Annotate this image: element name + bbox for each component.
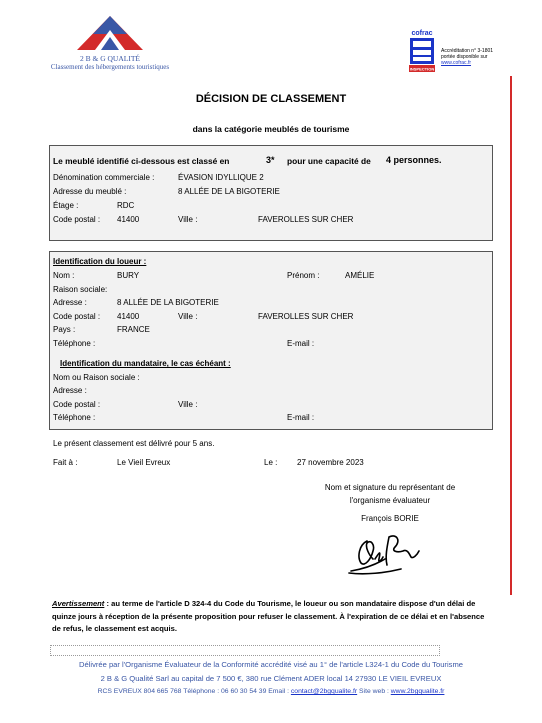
- denomination-label: Dénomination commerciale :: [53, 173, 155, 182]
- loueur-prenom-value: AMÉLIE: [345, 271, 375, 280]
- footer-site-label: Site web :: [357, 688, 391, 695]
- cofrac-brand: cofrac: [411, 30, 433, 37]
- dotted-separator: [50, 645, 440, 656]
- company-logo-icon: [75, 14, 145, 52]
- fait-value: Le Vieil Evreux: [117, 458, 171, 467]
- mandataire-telephone-label: Téléphone :: [53, 413, 96, 422]
- mandataire-nom-label: Nom ou Raison sociale :: [53, 373, 140, 382]
- footer-site-link[interactable]: www.2bgqualite.fr: [390, 688, 445, 695]
- footer-line1: Délivrée par l'Organisme Évaluateur de la Conformité accrédité visé au 1° de l'article L324-1 du Code du Tourisme: [79, 660, 463, 669]
- footer-email-link[interactable]: contact@2bgqualite.fr: [290, 688, 358, 695]
- document-title: DÉCISION DE CLASSEMENT: [195, 93, 347, 105]
- fait-label: Fait à :: [53, 458, 78, 467]
- ville-value: FAVEROLLES SUR CHER: [258, 215, 354, 224]
- logo-tagline: Classement des hébergements touristiques: [50, 63, 170, 71]
- handwritten-signature-icon: [345, 529, 425, 577]
- document-subtitle: dans la catégorie meublés de tourisme: [192, 124, 350, 134]
- capacity-label: pour une capacité de: [287, 156, 371, 166]
- cofrac-logo-icon: [409, 28, 435, 72]
- denomination-value: ÉVASION IDYLLIQUE 2: [178, 173, 264, 182]
- mandataire-heading: Identification du mandataire, le cas échéant :: [60, 359, 231, 368]
- loueur-pays-label: Pays :: [53, 325, 76, 334]
- capacity-value: 4 personnes.: [386, 155, 442, 165]
- mandataire-ville-label: Ville :: [178, 400, 198, 409]
- code-postal-label: Code postal :: [53, 215, 101, 224]
- etage-value: RDC: [117, 201, 135, 210]
- margin-rule: [510, 76, 512, 595]
- loueur-email-label: E-mail :: [287, 339, 315, 348]
- classement-intro: Le meublé identifié ci-dessous est classé en: [53, 156, 230, 166]
- warning-paragraph: [52, 598, 492, 636]
- signatory-name: François BORIE: [361, 514, 419, 523]
- mandataire-email-label: E-mail :: [287, 413, 315, 422]
- loueur-ville-label: Ville :: [178, 312, 198, 321]
- loueur-adresse-value: 8 ALLÉE DE LA BIGOTERIE: [117, 298, 219, 307]
- loueur-ville-value: FAVEROLLES SUR CHER: [258, 312, 354, 321]
- loueur-pays-value: FRANCE: [117, 325, 150, 334]
- warning-label: Avertissement: [52, 599, 105, 608]
- classement-stars: 3*: [266, 155, 275, 165]
- logo-name: 2 B & G QUALITÉ: [80, 54, 140, 63]
- accreditation-number: Accréditation n° 3-1801: [441, 48, 494, 54]
- date-value: 27 novembre 2023: [297, 458, 364, 467]
- identification-box: [49, 251, 493, 430]
- footer-rcs: RCS EVREUX 804 665 768 Téléphone : 06 60 30 54 39 Email :: [97, 688, 291, 695]
- signature-caption-line2: l'organisme évaluateur: [349, 496, 431, 505]
- cofrac-sub: INSPECTION: [409, 66, 435, 72]
- mandataire-adresse-label: Adresse :: [53, 386, 87, 395]
- ville-label: Ville :: [178, 215, 198, 224]
- footer-line2: 2 B & G Qualité Sarl au capital de 7 500 €, 380 rue Clément ADER local 14 27930 LE VIEIL EVREUX: [100, 674, 442, 683]
- loueur-telephone-label: Téléphone :: [53, 339, 96, 348]
- adresse-meuble-value: 8 ALLÉE DE LA BIGOTERIE: [178, 187, 280, 196]
- signature-caption-line1: Nom et signature du représentant de: [324, 483, 456, 492]
- loueur-heading: Identification du loueur :: [53, 257, 147, 266]
- loueur-code-postal-value: 41400: [117, 312, 140, 321]
- validity-text: Le présent classement est délivré pour 5 ans.: [53, 439, 215, 448]
- warning-text: : au terme de l'article D 324-4 du Code du Tourisme, le loueur ou son mandataire dispose d'un délai de quinze jours à réception de la présente proposition pour refuser le classement. À l'expiration de ce délai et en l'absence de refus, le classement est acquis.: [52, 599, 485, 633]
- etage-label: Étage :: [53, 201, 79, 210]
- loueur-nom-label: Nom :: [53, 271, 75, 280]
- code-postal-value: 41400: [117, 215, 140, 224]
- loueur-code-postal-label: Code postal :: [53, 312, 101, 321]
- date-label: Le :: [264, 458, 278, 467]
- loueur-nom-value: BURY: [117, 271, 140, 280]
- adresse-meuble-label: Adresse du meublé :: [53, 187, 127, 196]
- loueur-raison-label: Raison sociale:: [53, 285, 108, 294]
- loueur-prenom-label: Prénom :: [287, 271, 320, 280]
- footer-line3: [0, 688, 542, 695]
- loueur-adresse-label: Adresse :: [53, 298, 87, 307]
- mandataire-code-postal-label: Code postal :: [53, 400, 101, 409]
- accreditation-link[interactable]: www.cofrac.fr: [441, 60, 472, 66]
- accreditation-scope: portée disponible sur: [441, 54, 488, 60]
